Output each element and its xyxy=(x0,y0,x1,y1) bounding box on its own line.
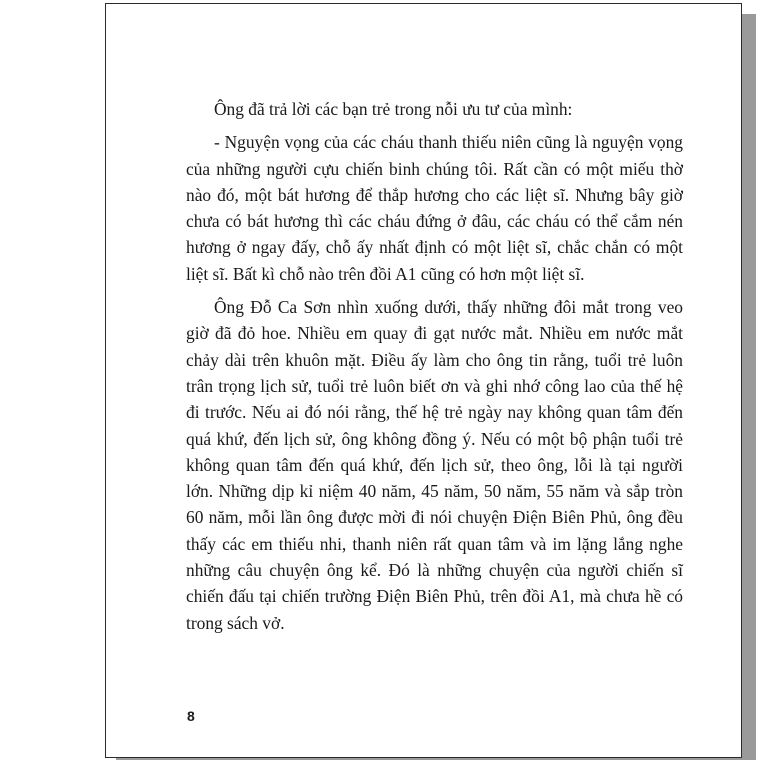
page-number: 8 xyxy=(187,708,195,724)
book-page xyxy=(105,3,742,758)
paragraph-3: Ông Đỗ Ca Sơn nhìn xuống dưới, thấy những đôi mắt trong veo giờ đã đỏ hoe. Nhiều em quay đi gạt nước mắt. Nhiều em nước mắt chảy dài trên khuôn mặt. Điều ấy làm cho ông tin rằng, tuổi trẻ luôn trân trọng lịch sử, tuổi trẻ luôn biết ơn và ghi nhớ công lao của thế hệ đi trước. Nếu ai đó nói rằng, thế hệ trẻ ngày nay không quan tâm đến quá khứ, đến lịch sử, ông không đồng ý. Nếu có một bộ phận tuổi trẻ không quan tâm đến quá khứ, đến lịch sử, theo ông, lỗi là tại người lớn. Những dịp kỉ niệm 40 năm, 45 năm, 50 năm, 55 năm và sắp tròn 60 năm, mỗi lần ông được mời đi nói chuyện Điện Biên Phủ, ông đều thấy các em thiếu nhi, thanh niên rất quan tâm và im lặng lắng nghe những câu chuyện ông kể. Đó là những chuyện của người chiến sĩ chiến đấu tại chiến trường Điện Biên Phủ, trên đồi A1, mà chưa hề có trong sách vở. xyxy=(186,297,683,633)
body-text xyxy=(186,96,683,643)
paragraph-2: - Nguyện vọng của các cháu thanh thiếu niên cũng là nguyện vọng của những người cựu chiến binh chúng tôi. Rất cần có một miếu thờ nào đó, một bát hương để thắp hương cho các liệt sĩ. Nhưng bây giờ chưa có bát hương thì các cháu đứng ở đâu, các cháu có thể cắm nén hương ở ngay đấy, chỗ ấy nhất định có một liệt sĩ, chắc chắn có một liệt sĩ. Bất kì chỗ nào trên đồi A1 cũng có hơn một liệt sĩ. xyxy=(186,132,683,284)
paragraph-1: Ông đã trả lời các bạn trẻ trong nỗi ưu tư của mình: xyxy=(214,99,573,119)
